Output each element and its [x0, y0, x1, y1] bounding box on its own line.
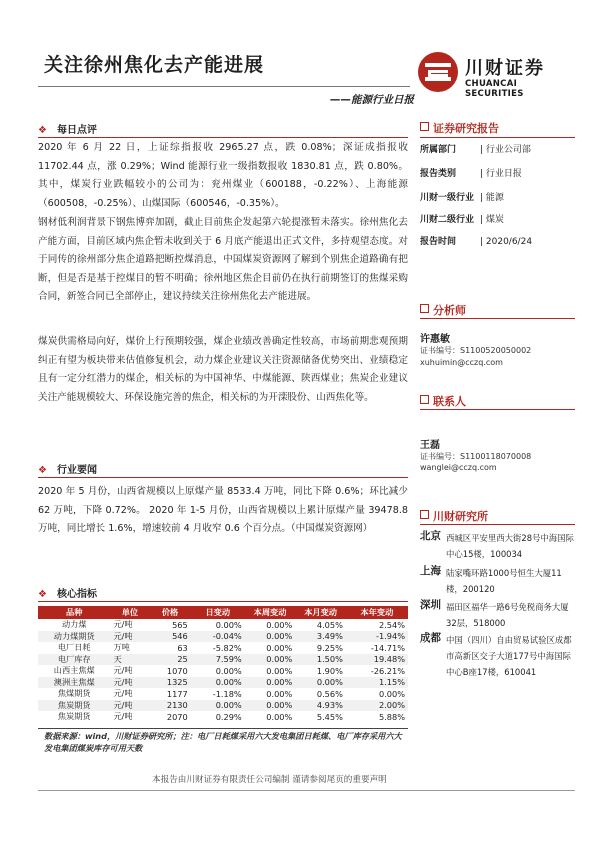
table-cell-y: 19.48% [346, 654, 408, 666]
table-cell-d: 0.00% [215, 665, 242, 676]
sidebar-divider [420, 137, 575, 138]
table-cell-name: 焦煤期货 [57, 688, 91, 699]
table-cell-y: 0.00% [378, 688, 405, 699]
sidebar-divider [420, 318, 575, 319]
office-address-shanghai: 陆家嘴环路1000号恒生大厦11楼，200120 [446, 568, 562, 594]
office-address-chengdu: 中国（四川）自由贸易试验区成都市高新区交子大道177号中海国际中心B座17楼，610041 [446, 635, 572, 677]
table-cell-d: 0.00% [191, 677, 245, 689]
report-type: ——能源行业日报 [330, 94, 414, 106]
col-header: 价格 [149, 606, 190, 619]
paragraph-news: 2020 年 5 月份，山西省规模以上原煤产量 8533.4 万吨，同比下降 0.6%；环比减少 62 万吨，下降 0.72%。 2020 年 1-5 月份，山西省规模以上累计原煤产量 39478.8 万吨，同比增长 1.6%，增速较前 4 月收窄 0.6 个百分点。（中国煤炭资源网） [38, 486, 408, 534]
col-header: 日变动 [191, 606, 245, 619]
section-heading-indicators: ❖ 核心指标 [38, 589, 97, 600]
table-cell-unit: 万吨 [113, 642, 130, 653]
info-row-industry1: 川财一级行业 | 能源 [420, 193, 504, 203]
footer-disclaimer: 本报告由川财证券有限责任公司编制 谨请参阅尾页的重要声明 [152, 775, 387, 785]
table-cell-price: 546 [149, 631, 190, 643]
table-row [38, 654, 408, 666]
table-cell-w: 0.00% [245, 700, 296, 712]
section-heading-news: ❖ 行业要闻 [38, 465, 97, 476]
col-header: 本年变动 [346, 606, 408, 619]
table-cell-w: 0.00% [266, 619, 293, 630]
table-cell-y: -1.94% [346, 631, 408, 643]
header-divider [38, 86, 410, 87]
table-cell-m: 1.90% [316, 665, 343, 676]
table-cell-y: -26.21% [370, 665, 405, 676]
table-cell-m: 0.56% [316, 688, 343, 699]
table-cell-m: 4.93% [295, 700, 346, 712]
office-city-beijing: 北京 [420, 530, 441, 542]
table-cell-y: 2.54% [378, 619, 405, 630]
analyst-name: 许惠敏 [420, 334, 450, 345]
table-cell-name: 焦炭期货 [38, 700, 110, 712]
contact-name: 王磊 [420, 440, 440, 451]
table-cell-unit: 元/吨 [110, 677, 149, 689]
table-row [38, 711, 408, 723]
table-cell-d: -1.18% [212, 688, 242, 699]
table-cell-m: 0.00% [295, 677, 346, 689]
sidebar-divider [420, 409, 575, 410]
section-divider [38, 137, 408, 138]
table-cell-w: 0.00% [266, 688, 293, 699]
table-header-row [38, 606, 408, 619]
table-cell-y: 5.88% [378, 711, 405, 722]
table-cell-price: 565 [172, 619, 188, 630]
office-address-shenzhen: 福田区福华一路6号免税商务大厦32层，518000 [446, 602, 569, 628]
table-cell-m: 4.05% [316, 619, 343, 630]
table-cell-d: -0.04% [191, 631, 245, 643]
table-cell-price: 1177 [166, 688, 188, 699]
table-note: 数据来源：wind，川财证券研究所；注：电厂日耗煤采用六大发电集团日耗煤、电厂库存采用六大发电集团煤炭库存可用天数 [44, 731, 402, 753]
table-cell-d: 0.29% [215, 711, 242, 722]
table-cell-unit: 元/吨 [113, 619, 133, 630]
table-row [38, 677, 408, 689]
info-row-date: 报告时间 | 2020/6/24 [420, 237, 533, 247]
col-header: 单位 [110, 606, 149, 619]
table-cell-price: 63 [177, 642, 188, 653]
indicator-table [38, 606, 408, 723]
table-row [38, 631, 408, 643]
table-cell-price: 1325 [149, 677, 190, 689]
table-cell-unit: 元/吨 [113, 665, 133, 676]
footer-line [38, 790, 575, 791]
table-cell-name: 焦炭期货 [57, 711, 91, 722]
sidebar-heading-contact: 联系人 [420, 393, 466, 409]
table-cell-w: 0.00% [266, 642, 293, 653]
logo-emblem-icon [418, 52, 458, 92]
table-cell-name: 山西主焦煤 [53, 665, 95, 676]
table-cell-m: 9.25% [316, 642, 343, 653]
table-cell-name: 动力煤期货 [38, 631, 110, 643]
table-cell-w: 0.00% [245, 631, 296, 643]
table-row [38, 688, 408, 700]
diamond-icon: ❖ [38, 125, 47, 136]
table-cell-unit: 元/吨 [110, 631, 149, 643]
paragraph-outlook: 煤炭供需格局向好，煤价上行预期较强，煤企业绩改善确定性较高，市场前期悲观预期纠正有望为板块带来估值修复机会，动力煤企业建议关注资源储备优势突出、业绩稳定且有一定分红潜力的煤企，相关标的为中国神华、中煤能源、陕西煤业；焦炭企业建议关注产能规模较大、环保设施完善的焦企，相关标的为开滦股份、山西焦化等。 [38, 336, 408, 403]
table-row [38, 665, 408, 677]
table-cell-d: 7.59% [191, 654, 245, 666]
analyst-email[interactable]: xuhuimin@cczq.com [420, 358, 503, 367]
section-heading-daily: ❖ 每日点评 [38, 125, 97, 136]
section-divider [38, 601, 408, 602]
table-row [38, 619, 408, 631]
info-row-dept: 所属部门 | 行业公司部 [420, 145, 531, 155]
table-cell-w: 0.00% [266, 665, 293, 676]
table-cell-m: 1.50% [295, 654, 346, 666]
table-cell-m: 3.49% [295, 631, 346, 643]
page-title: 关注徐州焦化去产能进展 [44, 54, 265, 76]
sidebar-heading-analyst: 分析师 [420, 302, 466, 318]
table-cell-d: 0.00% [215, 619, 242, 630]
table-cell-y: -14.71% [370, 642, 405, 653]
info-row-industry2: 川财二级行业 | 煤炭 [420, 215, 504, 225]
col-header: 品种 [38, 606, 110, 619]
contact-cert: 证书编号：S1100118070008 [420, 452, 532, 461]
analyst-cert: 证书编号：S1100520050002 [420, 346, 532, 355]
office-city-shanghai: 上海 [420, 565, 441, 577]
logo-name: 川财证券 [465, 58, 545, 79]
contact-email[interactable]: wanglei@cczq.com [420, 463, 497, 472]
table-cell-name: 动力煤 [61, 619, 87, 630]
table-bottom-line [38, 728, 408, 729]
office-address-beijing: 西城区平安里西大街28号中海国际中心15楼，100034 [446, 533, 574, 559]
table-cell-price: 2070 [166, 711, 188, 722]
square-icon [420, 304, 429, 313]
table-cell-w: 0.00% [245, 677, 296, 689]
table-cell-name: 电厂日耗 [57, 642, 91, 653]
info-row-type: 报告类别 | 行业日报 [420, 169, 522, 179]
table-cell-unit: 元/吨 [113, 688, 133, 699]
table-row [38, 642, 408, 654]
sidebar-heading-report: 证券研究报告 [420, 120, 499, 136]
table-cell-unit: 天 [110, 654, 149, 666]
table-row [38, 700, 408, 712]
office-city-shenzhen: 深圳 [420, 599, 441, 611]
col-header: 本月变动 [295, 606, 346, 619]
table-cell-name: 电厂库存 [38, 654, 110, 666]
table-cell-m: 5.45% [316, 711, 343, 722]
office-city-chengdu: 成都 [420, 632, 441, 644]
diamond-icon: ❖ [38, 589, 47, 600]
square-icon [420, 122, 429, 131]
paragraph-market: 2020 年 6 月 22 日，上证综指报收 2965.27 点，跌 0.08%；深证成指报收 11702.44 点，涨 0.29%；Wind 能源行业一级指数报收 1830.81 点，跌 0.80%。其中，煤炭行业跌幅较小的公司为：兖州煤业（600188，-0.22%）、上海能源（600508，-0.25%）、山煤国际（600546，-0.35%）。 [38, 142, 408, 209]
paragraph-coking: 钢材低利润背景下钢焦博弈加剧，截止目前焦企发起第六轮提涨暂未落实。徐州焦化去产能方面，目前区域内焦企暂未收到关于 6 月底产能退出正式文件，多持观望态度。对于同传的徐州部分焦企道路把断控煤消息，中国煤炭资源网了解到个别焦企道路确有把断，但是否是基于控煤目的暂不明确；徐州地区焦企目前仍在执行前期签订的焦煤采购合同，新签合同已全部停止，建议持续关注徐州焦化去产能进展。 [38, 217, 408, 302]
table-cell-unit: 元/吨 [110, 700, 149, 712]
company-logo [418, 52, 558, 99]
table-cell-w: 0.00% [245, 654, 296, 666]
logo-english: CHUANCAI SECURITIES [465, 79, 524, 99]
diamond-icon: ❖ [38, 465, 47, 476]
table-cell-name: 澳洲主焦煤 [38, 677, 110, 689]
table-cell-y: 2.00% [346, 700, 408, 712]
table-cell-unit: 元/吨 [113, 711, 133, 722]
table-cell-price: 2130 [149, 700, 190, 712]
section-divider [38, 477, 408, 478]
sidebar-divider [420, 524, 575, 525]
square-icon [420, 395, 429, 404]
table-cell-y: 1.15% [346, 677, 408, 689]
sidebar-heading-institute: 川财研究所 [420, 508, 488, 524]
table-cell-d: 0.00% [191, 700, 245, 712]
col-header: 本周变动 [245, 606, 296, 619]
table-cell-d: -5.82% [212, 642, 242, 653]
table-cell-price: 25 [149, 654, 190, 666]
table-cell-price: 1070 [166, 665, 188, 676]
square-icon [420, 510, 429, 519]
table-cell-w: 0.00% [266, 711, 293, 722]
